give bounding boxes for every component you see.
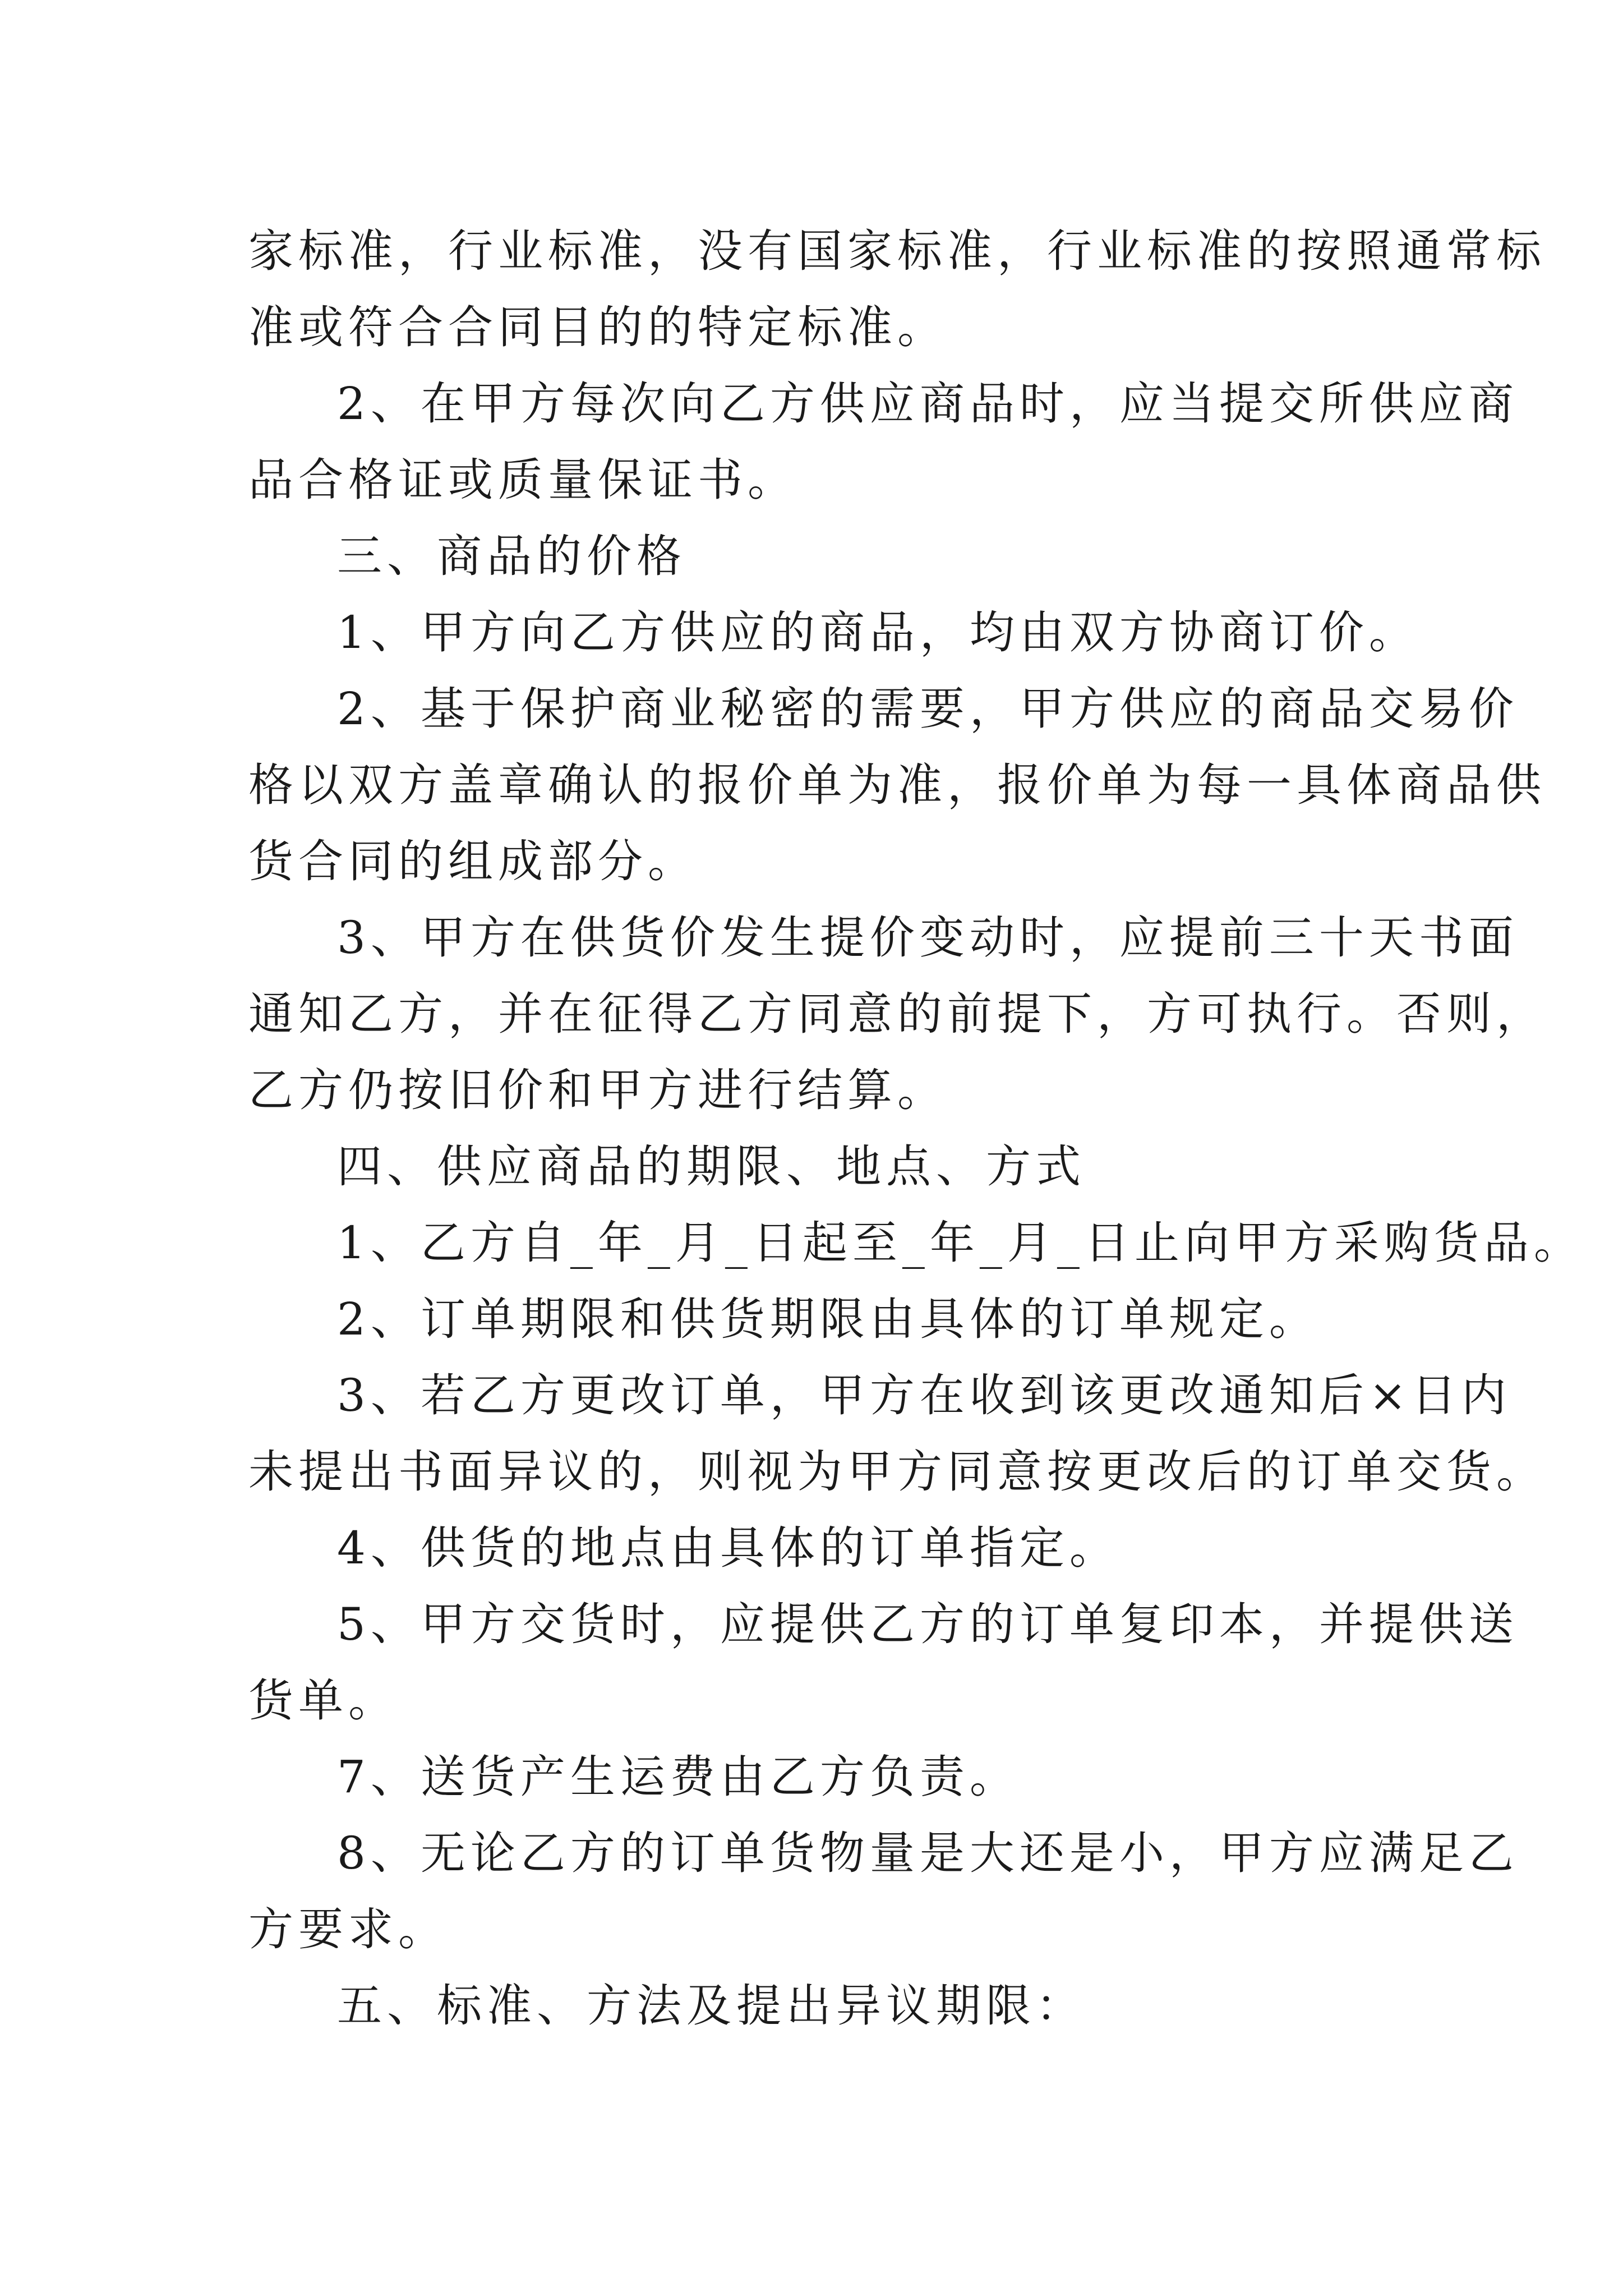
text-line: 7、送货产生运费由乙方负责。 <box>337 1751 1020 1803</box>
text-line: 4、供货的地点由具体的订单指定。 <box>337 1522 1119 1574</box>
text-line: 货合同的组成部分。 <box>248 835 698 887</box>
section-heading: 三、商品的价格 <box>337 530 686 582</box>
text-line: 格以双方盖章确认的报价单为准，报价单为每一具体商品供 <box>248 759 1546 811</box>
text-line: 3、若乙方更改订单，甲方在收到该更改通知后×日内 <box>337 1369 1511 1421</box>
text-line: 品合格证或质量保证书。 <box>248 454 797 506</box>
contract-body-text <box>248 213 1584 2044</box>
section-heading: 五、标准、方法及提出异议期限： <box>337 1980 1086 2032</box>
text-line: 乙方仍按旧价和甲方进行结算。 <box>248 1064 947 1116</box>
text-line: 货单。 <box>248 1674 398 1727</box>
text-line: 1、甲方向乙方供应的商品，均由双方协商订价。 <box>337 606 1419 659</box>
text-line: 准或符合合同目的的特定标准。 <box>248 301 947 353</box>
text-line: 2、在甲方每次向乙方供应商品时，应当提交所供应商 <box>337 378 1519 430</box>
text-line: 未提出书面异议的，则视为甲方同意按更改后的订单交货。 <box>248 1446 1546 1498</box>
text-line: 家标准，行业标准，没有国家标准，行业标准的按照通常标 <box>248 225 1546 277</box>
text-line: 方要求。 <box>248 1903 448 1955</box>
text-line: 通知乙方，并在征得乙方同意的前提下，方可执行。否则， <box>248 988 1546 1040</box>
text-line: 5、甲方交货时，应提供乙方的订单复印本，并提供送 <box>337 1598 1519 1650</box>
text-line: 2、基于保护商业秘密的需要，甲方供应的商品交易价 <box>337 683 1519 735</box>
section-heading: 四、供应商品的期限、地点、方式 <box>337 1140 1086 1193</box>
text-line: 8、无论乙方的订单货物量是大还是小，甲方应满足乙 <box>337 1827 1519 1879</box>
text-line: 2、订单期限和供货期限由具体的订单规定。 <box>337 1293 1319 1345</box>
text-line: 3、甲方在供货价发生提价变动时，应提前三十天书面 <box>337 912 1519 964</box>
text-line: 1、乙方自_年_月_日起至_年_月_日止向甲方采购货品。 <box>337 1217 1584 1269</box>
